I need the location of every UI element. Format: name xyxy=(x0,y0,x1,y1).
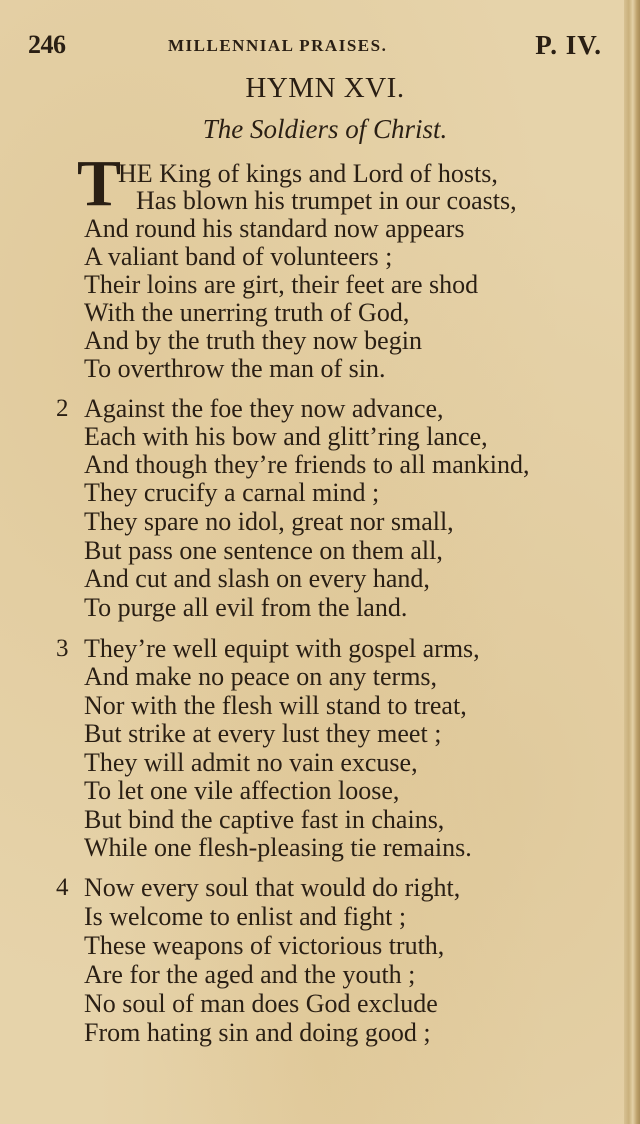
verse-number: 4 xyxy=(56,874,69,901)
verse-number: 2 xyxy=(56,395,69,422)
verse-line: Is welcome to enlist and fight ; xyxy=(84,902,407,931)
verse-line: But bind the captive fast in chains, xyxy=(84,805,445,834)
verse-line: Now every soul that would do right, xyxy=(84,873,461,902)
running-head xyxy=(28,30,602,64)
verse-line: And though they’re friends to all mankind, xyxy=(84,450,530,479)
verse-line: They crucify a carnal mind ; xyxy=(84,478,380,507)
verse-line: And cut and slash on every hand, xyxy=(84,564,430,593)
hymn-subtitle: The Soldiers of Christ. xyxy=(202,114,448,144)
drop-cap: T xyxy=(77,147,122,220)
verse-line: With the unerring truth of God, xyxy=(84,298,410,327)
verse-line: But pass one sentence on them all, xyxy=(84,536,443,565)
verse-line: Are for the aged and the youth ; xyxy=(84,960,416,989)
part-label: P. IV. xyxy=(535,30,602,60)
verse-line: To purge all evil from the land. xyxy=(84,593,408,622)
verse-line: Has blown his trumpet in our coasts, xyxy=(136,186,517,215)
page-edge xyxy=(624,0,640,1124)
page-number: 246 xyxy=(28,30,66,59)
verse-line: And round his standard now appears xyxy=(84,214,465,243)
verse-line: HE King of kings and Lord of hosts, xyxy=(118,159,498,188)
verse-line: A valiant band of volunteers ; xyxy=(84,242,393,271)
verse-line: And by the truth they now begin xyxy=(84,326,422,355)
verse-number: 3 xyxy=(56,635,69,662)
verse-line: Nor with the flesh will stand to treat, xyxy=(84,691,467,720)
verse-line: Against the foe they now advance, xyxy=(84,394,444,423)
verse-line: But strike at every lust they meet ; xyxy=(84,719,442,748)
book-title: MILLENNIAL PRAISES. xyxy=(168,36,388,55)
verse-line: They spare no idol, great nor small, xyxy=(84,507,454,536)
verse-line: These weapons of victorious truth, xyxy=(84,931,445,960)
hymn-title: HYMN XVI. xyxy=(245,72,405,104)
verse-line: No soul of man does God exclude xyxy=(84,989,438,1018)
verse-line: To overthrow the man of sin. xyxy=(84,354,386,383)
verse-line: From hating sin and doing good ; xyxy=(84,1018,431,1047)
verse-line: Their loins are girt, their feet are shod xyxy=(84,270,479,299)
verse-line: While one flesh-pleasing tie remains. xyxy=(84,833,472,862)
verse-line: They will admit no vain excuse, xyxy=(84,748,418,777)
verse-line: Each with his bow and glitt’ring lance, xyxy=(84,422,488,451)
verse-line: To let one vile affection loose, xyxy=(84,776,400,805)
verse-line: And make no peace on any terms, xyxy=(84,662,438,691)
verse-line: They’re well equipt with gospel arms, xyxy=(84,634,480,663)
